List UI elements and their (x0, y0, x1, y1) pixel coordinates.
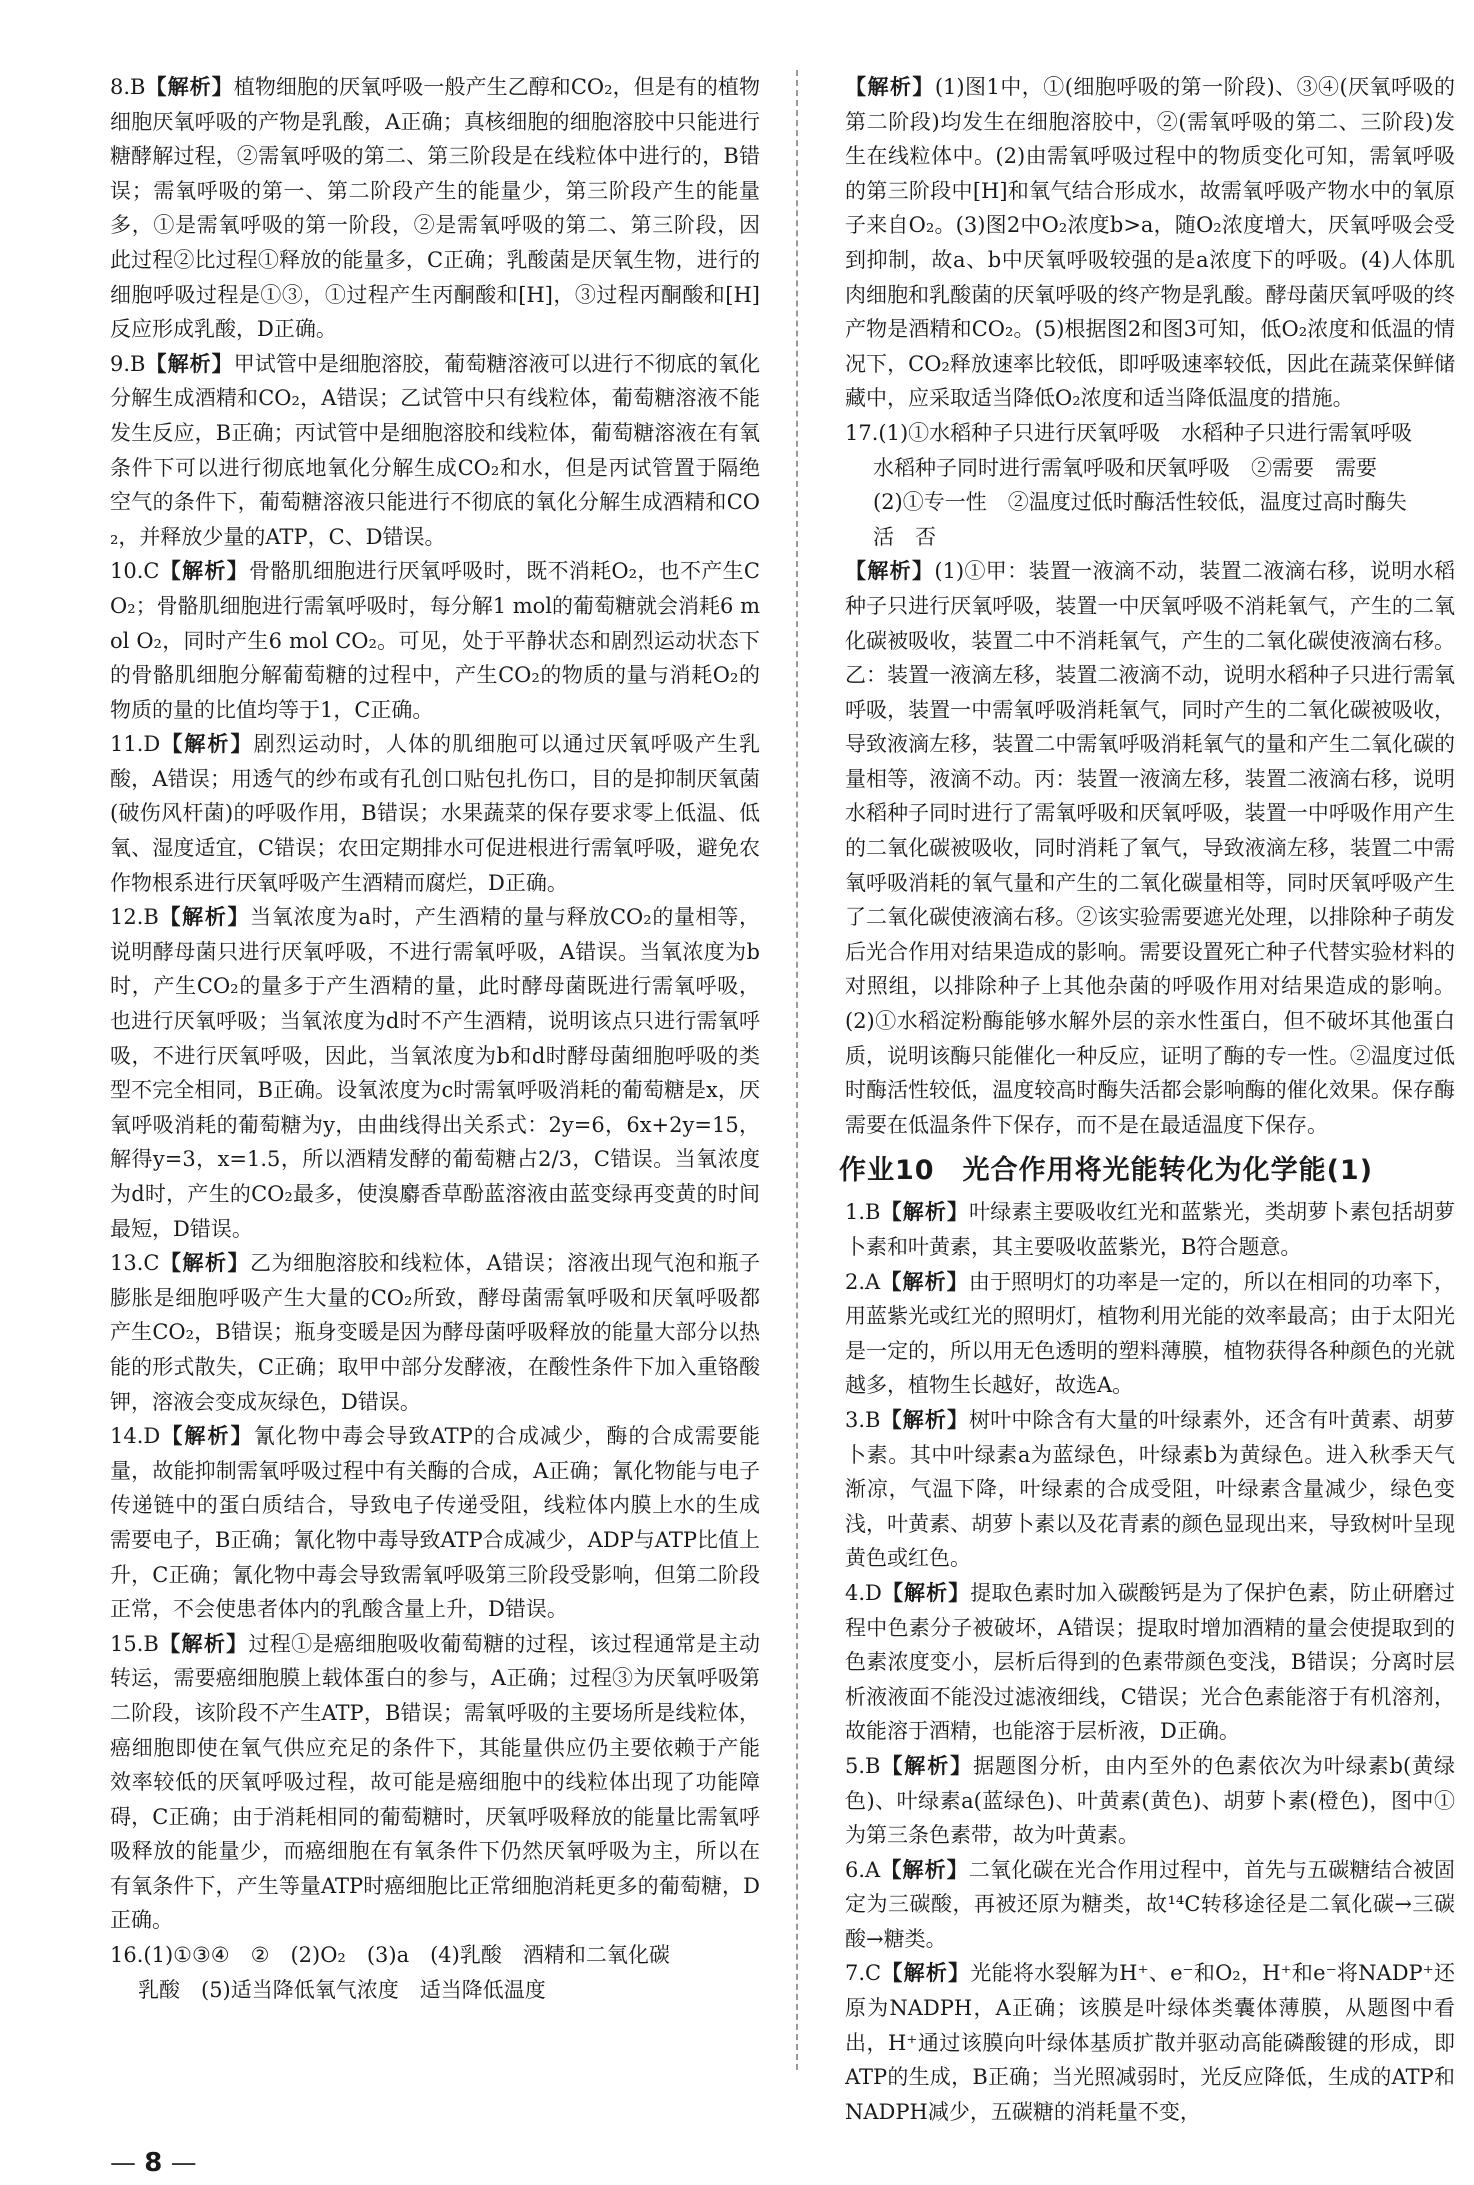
answer-item: 14.D【解析】氰化物中毒会导致ATP的合成减少，酶的合成需要能量，故能抑制需氧呼吸过程中有关酶的合成，A正确；氰化物能与电子传递链中的蛋白质结合，导致电子传递受阻，线粒体内膜上水的生成需要电子，B正确；氰化物中毒导致ATP合成减少，ADP与ATP比值上升，C正确；氰化物中毒会导致需氧呼吸第三阶段受影响，但第二阶段正常，不会使患者体内的乳酸含量上升，D错误。 (110, 1424, 761, 1622)
answer-item: 10.C【解析】骨骼肌细胞进行厌氧呼吸时，既不消耗O₂，也不产生CO₂；骨骼肌细胞进行需氧呼吸时，每分解1 mol的葡萄糖就会消耗6 mol O₂，同时产生6 mol CO₂。可见，处于平静状态和剧烈运动状态下的骨骼肌细胞分解葡萄糖的过程中，产生CO₂的物质的量与消耗O₂的物质的量的比值均等于1，C正确。 (110, 559, 760, 722)
q17-analysis: 【解析】(1)①甲：装置一液滴不动，装置二液滴右移，说明水稻种子只进行厌氧呼吸，装置一中厌氧呼吸不消耗氧气，产生的二氧化碳被吸收，装置二中不消耗氧气，产生的二氧化碳使液滴右移。乙：装置一液滴左移，装置二液滴不动，说明水稻种子只进行需氧呼吸，装置一中需氧呼吸消耗氧气，同时产生的二氧化碳被吸收，导致液滴左移，装置二中需氧呼吸消耗氧气的量和产生二氧化碳的量相等，液滴不动。丙：装置一液滴左移，装置二液滴右移，说明水稻种子同时进行了需氧呼吸和厌氧呼吸，装置一中呼吸作用产生的二氧化碳被吸收，同时消耗了氧气，导致液滴左移，装置二中需氧呼吸消耗的氧气量和产生的二氧化碳量相等，同时厌氧呼吸产生了二氧化碳使液滴右移。②该实验需要遮光处理，以排除种子萌发后光合作用对结果造成的影响。需要设置死亡种子代替实验材料的对照组，以排除种子上其他杂菌的呼吸作用对结果造成的影响。(2)①水稻淀粉酶能够水解外层的亲水性蛋白，但不破坏其他蛋白质，说明该酶只能催化一种反应，证明了酶的专一性。②温度过低时酶活性较低，温度较高时酶失活都会影响酶的催化效果。保存酶需要在低温条件下保存，而不是在最适温度下保存。 (845, 559, 1455, 1137)
q17-answer-line3: (2)①专一性 ②温度过低时酶活性较低，温度过高时酶失 (873, 490, 1407, 515)
answer-item: 3.B【解析】树叶中除含有大量的叶绿素外，还含有叶黄素、胡萝卜素。其中叶绿素a为蓝绿色，叶绿素b为黄绿色。进入秋季天气渐凉，气温下降，叶绿素的合成受阻，叶绿素含量减少，绿色变浅，叶黄素、胡萝卜素以及花青素的颜色显现出来，导致树叶呈现黄色或红色。 (845, 1407, 1456, 1571)
footer-dash-left: — (110, 2148, 145, 2178)
answer-item: 6.A【解析】二氧化碳在光合作用过程中，首先与五碳糖结合被固定为三碳酸，再被还原为糖类，故¹⁴C转移途径是二氧化碳→三碳酸→糖类。 (845, 1857, 1455, 1951)
left-column (110, 70, 760, 2007)
q16-analysis: 【解析】(1)图1中，①(细胞呼吸的第一阶段)、③④(厌氧呼吸的第二阶段)均发生在细胞溶胶中，②(需氧呼吸的第二、三阶段)发生在线粒体中。(2)由需氧呼吸过程中的物质变化可知，需氧呼吸的第三阶段中[H]和氧气结合形成水，故需氧呼吸产物水中的氧原子来自O₂。(3)图2中O₂浓度b>a，随O₂浓度增大，厌氧呼吸会受到抑制，故a、b中厌氧呼吸较强的是a浓度下的呼吸。(4)人体肌肉细胞和乳酸菌的厌氧呼吸的终产物是乳酸。酵母菌厌氧呼吸的终产物是酒精和CO₂。(5)根据图2和图3可知，低O₂浓度和低温的情况下，CO₂释放速率比较低，即呼吸速率较低，因此在蔬菜保鲜储藏中，应采取适当降低O₂浓度和适当降低温度的措施。 (845, 75, 1456, 411)
footer-dash-right: — (162, 2148, 197, 2178)
answer-item: 4.D【解析】提取色素时加入碳酸钙是为了保护色素，防止研磨过程中色素分子被破坏，A错误；提取时增加酒精的量会使提取到的色素浓度变小，层析后得到的色素带颜色变浅，B错误；分离时层析液液面不能没过滤液细线，C错误；光合色素能溶于有机溶剂，故能溶于酒精，也能溶于层析液，D正确。 (845, 1580, 1456, 1744)
answer-item: 11.D【解析】剧烈运动时，人体的肌细胞可以通过厌氧呼吸产生乳酸，A错误；用透气的纱布或有孔创口贴包扎伤口，目的是抑制厌氧菌(破伤风杆菌)的呼吸作用，B错误；水果蔬菜的保存要求零上低温、低氧、湿度适宜，C错误；农田定期排水可促进根进行需氧呼吸，避免农作物根系进行厌氧呼吸产生酒精而腐烂，D正确。 (110, 732, 760, 895)
q16-answer-line1: 16.(1)①③④ ② (2)O₂ (3)a (4)乳酸 酒精和二氧化碳 (110, 1943, 670, 1968)
q16-answer-line2: 乳酸 (5)适当降低氧气浓度 适当降低温度 (138, 1977, 546, 2002)
column-divider (796, 70, 798, 2070)
q17-answer-line2: 水稻种子同时进行需氧呼吸和厌氧呼吸 ②需要 需要 (873, 455, 1377, 480)
q17-answer-line1: 17.(1)①水稻种子只进行厌氧呼吸 水稻种子只进行需氧呼吸 (845, 420, 1413, 445)
answer-item: 15.B【解析】过程①是癌细胞吸收葡萄糖的过程，该过程通常是主动转运，需要癌细胞膜上载体蛋白的参与，A正确；过程③为厌氧呼吸第二阶段，该阶段不产生ATP，B错误；需氧呼吸的主要场所是线粒体，癌细胞即使在氧气供应充足的条件下，其能量供应仍主要依赖于产能效率较低的厌氧呼吸过程，故可能是癌细胞中的线粒体出现了功能障碍，C正确；由于消耗相同的葡萄糖时，厌氧呼吸释放的能量比需氧呼吸释放的能量少，而癌细胞在有氧条件下仍然厌氧呼吸为主，所以在有氧条件下，产生等量ATP时癌细胞比正常细胞消耗更多的葡萄糖，D正确。 (110, 1631, 761, 1933)
right-column (839, 70, 1456, 2129)
answer-item: 13.C【解析】乙为细胞溶胶和线粒体，A错误；溶液出现气泡和瓶子膨胀是细胞呼吸产生大量的CO₂所致，酵母菌需氧呼吸和厌氧呼吸都产生CO₂，B错误；瓶身变暖是因为酵母菌呼吸释放的能量大部分以热能的形式散失，C正确；取甲中部分发酵液，在酸性条件下加入重铬酸钾，溶液会变成灰绿色，D错误。 (110, 1251, 761, 1414)
left-items (110, 70, 760, 1938)
q17-answer-line4: 活 否 (873, 524, 936, 549)
answer-item: 8.B【解析】植物细胞的厌氧呼吸一般产生乙醇和CO₂，但是有的植物细胞厌氧呼吸的产物是乳酸，A正确；真核细胞的细胞溶胶中只能进行糖酵解过程，②需氧呼吸的第二、第三阶段是在线粒体中进行的，B错误；需氧呼吸的第一、第二阶段产生的能量少，第三阶段产生的能量多，①是需氧呼吸的第一阶段，②是需氧呼吸的第二、第三阶段，因此过程②比过程①释放的能量多，C正确；乳酸菌是厌氧生物，进行的细胞呼吸过程是①③，①过程产生丙酮酸和[H]，③过程丙酮酸和[H]反应形成乳酸，D正确。 (110, 75, 760, 342)
answer-item: 9.B【解析】甲试管中是细胞溶胶，葡萄糖溶液可以进行不彻底的氧化分解生成酒精和CO₂，A错误；乙试管中只有线粒体，葡萄糖溶液不能发生反应，B正确；丙试管中是细胞溶胶和线粒体，葡萄糖溶液在有氧条件下可以进行彻底地氧化分解生成CO₂和水，但是丙试管置于隔绝空气的条件下，葡萄糖溶液只能进行不彻底的氧化分解生成酒精和CO₂，并释放少量的ATP，C、D错误。 (110, 351, 760, 549)
answer-item: 2.A【解析】由于照明灯的功率是一定的，所以在相同的功率下，用蓝紫光或红光的照明灯，植物利用光能的效率最高；由于太阳光是一定的，所以用无色透明的塑料薄膜，植物获得各种颜色的光就越多，植物生长越好，故选A。 (845, 1269, 1455, 1398)
answer-item: 1.B【解析】叶绿素主要吸收红光和蓝紫光，类胡萝卜素包括胡萝卜素和叶黄素，其主要吸收蓝紫光，B符合题意。 (845, 1200, 1456, 1259)
answer-item: 7.C【解析】光能将水裂解为H⁺、e⁻和O₂，H⁺和e⁻将NADP⁺还原为NADPH，A正确；该膜是叶绿体类囊体薄膜，从题图中看出，H⁺通过该膜向叶绿体基质扩散并驱动高能磷酸键的形成，即ATP的生成，B正确；当光照减弱时，光反应降低，生成的ATP和NADPH减少，五碳糖的消耗量不变， (845, 1961, 1456, 2124)
answer-item: 12.B【解析】当氧浓度为a时，产生酒精的量与释放CO₂的量相等，说明酵母菌只进行厌氧呼吸，不进行需氧呼吸，A错误。当氧浓度为b时，产生CO₂的量多于产生酒精的量，此时酵母菌既进行需氧呼吸，也进行厌氧呼吸；当氧浓度为d时不产生酒精，说明该点只进行需氧呼吸，不进行厌氧呼吸，因此，当氧浓度为b和d时酵母菌细胞呼吸的类型不完全相同，B正确。设氧浓度为c时需氧呼吸消耗的葡萄糖是x，厌氧呼吸消耗的葡萄糖为y，由曲线得出关系式：2y=6，6x+2y=15，解得y=3，x=1.5，所以酒精发酵的葡萄糖占2/3，C错误。当氧浓度为d时，产生的CO₂最多，使溴麝香草酚蓝溶液由蓝变绿再变黄的时间最短，D错误。 (110, 905, 760, 1241)
page-number: 8 (144, 2148, 163, 2178)
answer-item: 5.B【解析】据题图分析，由内至外的色素依次为叶绿素b(黄绿色)、叶绿素a(蓝绿色)、叶黄素(黄色)、胡萝卜素(橙色)，图中①为第三条色素带，故为叶黄素。 (845, 1753, 1456, 1848)
page-footer (110, 2148, 197, 2178)
section-title: 作业10 光合作用将光能转化为化学能(1) (839, 1155, 1374, 1187)
